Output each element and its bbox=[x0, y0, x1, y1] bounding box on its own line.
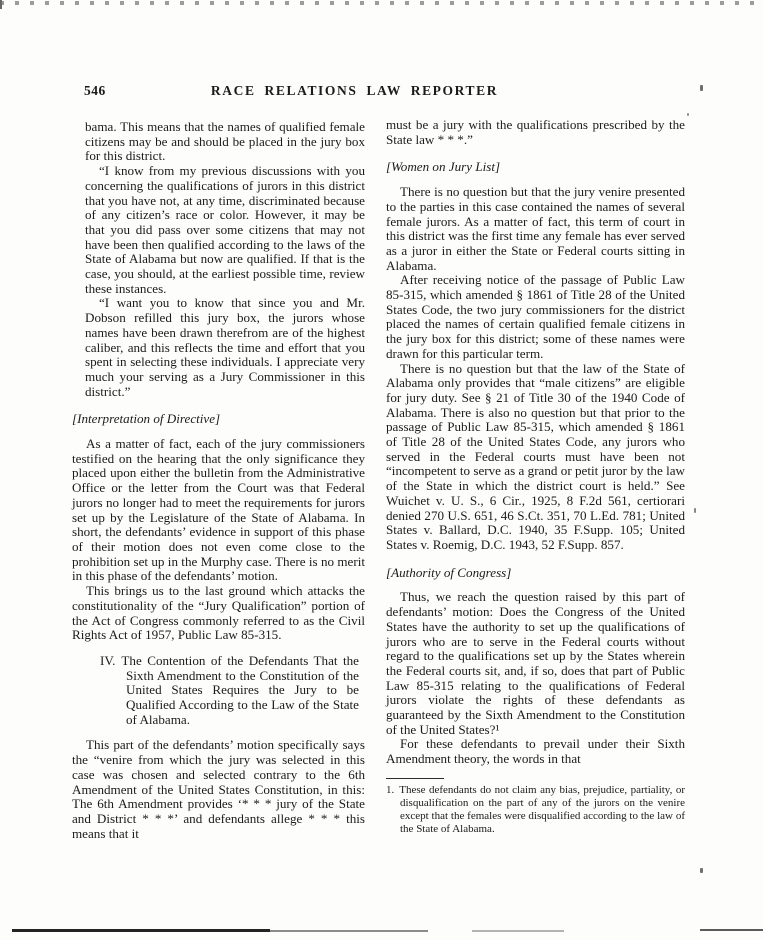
footnote-number: 1. bbox=[386, 783, 395, 796]
footnote bbox=[386, 778, 685, 836]
footnote-text bbox=[386, 784, 685, 836]
journal-title: RACE RELATIONS LAW REPORTER bbox=[210, 83, 499, 98]
paragraph: After receiving notice of the passage of Public Law 85-315, which amended § 1861 of Title 28 of the United States Code, the two jury commissioners for the district placed the names of certain qualified female citizens in the jury box for this district; some of these names were drawn for this particular term. bbox=[386, 272, 685, 361]
scan-artifact-bottom-smudge bbox=[12, 929, 270, 932]
paragraph: As a matter of fact, each of the jury commissioners testified on the hearing that the only significance they placed upon either the bulletin from the Administrative Office or the letter from the Court was that Federal jurors no longer had to meet the requirements for jurors set up by the Legislature of the State of Alabama. In short, the defendants’ evidence in support of this phase of their motion does not even come close to the prohibition set up in the Murphy case. There is no merit in this phase of the defendants’ motion. bbox=[72, 436, 365, 584]
footnote-body-text: These defendants do not claim any bias, prejudice, partiality, or disqualification on the part of any of the jurors on the venire except that the females were disqualified according to the law of the State of Alabama. bbox=[399, 783, 685, 835]
paragraph: There is no question but that the jury venire presented to the parties in this case contained the names of several female jurors. As a matter of fact, this term of court in this district was the first time any female has ever served as a juror in either the State or Federal courts sitting in Alabama. bbox=[386, 184, 685, 273]
scan-artifact-bottom-smudge bbox=[472, 930, 564, 932]
roman-heading-text: The Contention of the Defendants That the Sixth Amendment to the Constitution of the United States Requires the Jury to be Qualified According to the Law of the State of Alabama. bbox=[121, 652, 359, 727]
paragraph: Thus, we reach the question raised by this part of defendants’ motion: Does the Congress of the United States have the authority to set up the qualifications of jurors who are to serve in the Federal courts without regard to the qualifications set up by the States wherein the Federal courts sit, and, if so, does that part of Public Law 85-315 relating to the qualifications of Federal jurors violate the rights of these defendants as guaranteed by the Sixth Amendment to the Constitution of the United States?¹ bbox=[386, 589, 685, 737]
paragraph: This brings us to the last ground which attacks the constitutionality of the “Jury Qualification” portion of the Act of Congress commonly referred to as the Civil Rights Act of 1957, Public Law 85-315. bbox=[72, 583, 365, 643]
paragraph: There is no question but that the law of the State of Alabama only provides that “male citizens” are eligible for jury duty. See § 21 of Title 30 of the 1940 Code of Alabama. There is also no question but that prior to the passage of Public Law 85-315, which amended § 1861 of Title 28 of the United States Code, any jurors who served in the Federal courts must have been not “incompetent to serve as a grand or petit juror by the law of the State in which the district court is held.” See Wuichet v. U. S., 6 Cir., 1925, 8 F.2d 561, certiorari denied 270 U.S. 651, 46 S.Ct. 351, 70 L.Ed. 781; United States v. Ballard, D.C. 1940, 35 F.Supp. 105; United States v. Roemig, D.C. 1943, 52 F.Supp. 857. bbox=[386, 360, 685, 552]
section-heading: [Interpretation of Directive] bbox=[72, 411, 221, 427]
roman-numeral-label: IV. bbox=[100, 652, 116, 668]
quoted-paragraph: “I want you to know that since you and Mr. Dobson refilled this jury box, the jurors whose names have been drawn therefrom are of the highest caliber, and this reflects the time and effort that you spent in selecting these individuals. I appreciate very much your serving as a Jury Commissioner in this district.” bbox=[85, 295, 365, 399]
section-heading: [Authority of Congress] bbox=[386, 564, 512, 580]
paragraph: bama. This means that the names of qualified female citizens may be and should be placed in the jury box for this district. bbox=[85, 119, 365, 164]
scan-artifact-corner-mark bbox=[0, 0, 2, 9]
scan-artifact-bottom-smudge bbox=[270, 930, 428, 932]
page-number: 546 bbox=[84, 83, 106, 98]
footnote-rule bbox=[386, 778, 444, 779]
scan-speck bbox=[694, 508, 696, 513]
running-head bbox=[72, 83, 637, 101]
roman-numbered-heading bbox=[100, 654, 359, 728]
scan-artifact-top-dotted-line bbox=[0, 1, 763, 5]
paragraph: For these defendants to prevail under their Sixth Amendment theory, the words in that bbox=[386, 736, 685, 767]
scan-speck bbox=[687, 113, 689, 116]
paragraph: This part of the defendants’ motion specifically says the “venire from which the jury was selected in this case was chosen and selected contrary to the 6th Amendment of the United States Constitution, in this: The 6th Amendment provides ‘* * * jury of the State and District * * *’ and defendants allege * * * this means that it bbox=[72, 737, 365, 841]
right-column bbox=[386, 118, 685, 836]
section-heading: [Women on Jury List] bbox=[386, 159, 501, 175]
scan-speck bbox=[700, 868, 703, 873]
paragraph: must be a jury with the qualifications prescribed by the State law * * *.” bbox=[386, 117, 685, 147]
quoted-paragraph: “I know from my previous discussions with you concerning the qualifications of jurors in this district that you have not, at any time, discriminated because of any citizen’s race or color. However, it may be that you did pass over some citizens that may not have been then qualified according to the laws of the State of Alabama but now are qualified. If that is the case, you should, at the earliest possible time, review these instances. bbox=[85, 163, 365, 296]
scan-speck bbox=[700, 85, 703, 91]
left-column bbox=[72, 120, 365, 841]
scan-artifact-bottom-smudge bbox=[700, 929, 763, 931]
